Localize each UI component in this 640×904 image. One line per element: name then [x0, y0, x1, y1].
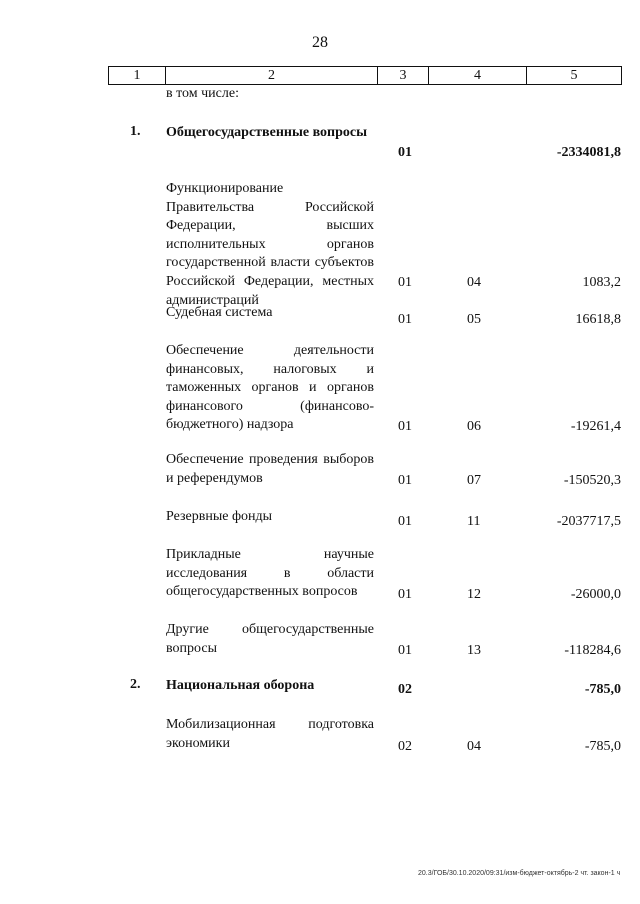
row-name: Другие общегосударственные вопросы — [166, 622, 374, 656]
amount-value: 16618,8 — [575, 312, 621, 327]
column-header-row — [108, 66, 622, 85]
table-row — [0, 716, 640, 755]
row-name: Общегосударственные вопросы — [166, 125, 368, 140]
subsection-code: 12 — [467, 587, 481, 602]
table-row — [0, 342, 640, 435]
row-name: Мобилизационная подготовка экономики — [166, 717, 374, 751]
row-name: Судебная система — [166, 305, 273, 320]
subsection-code: 06 — [467, 419, 481, 434]
amount-value: -2334081,8 — [556, 145, 621, 160]
row-name: Национальная оборона — [166, 678, 315, 693]
section-code: 01 — [398, 145, 412, 160]
row-name: Резервные фонды — [166, 509, 273, 524]
table-row — [0, 621, 640, 659]
table-row — [0, 124, 640, 161]
column-header-3: 3 — [378, 67, 429, 84]
row-number: 2. — [130, 677, 141, 692]
table-row — [0, 508, 640, 530]
page-number: 28 — [312, 34, 328, 51]
amount-value: -785,0 — [584, 739, 621, 754]
row-name: Прикладные научные исследования в области общегосударственных вопросов — [166, 547, 374, 600]
column-header-2: 2 — [166, 67, 378, 84]
amount-value: -2037717,5 — [556, 514, 621, 529]
column-header-4: 4 — [429, 67, 527, 84]
amount-value: -19261,4 — [570, 419, 621, 434]
section-code: 02 — [398, 739, 412, 754]
amount-value: -26000,0 — [570, 587, 621, 602]
section-code: 01 — [398, 419, 412, 434]
amount-value: -118284,6 — [564, 643, 621, 658]
section-code: 01 — [398, 473, 412, 488]
footer-text: 20.3/ГОБ/30.10.2020/09:31/изм-бюджет-октябрь-2 чт. закон-1 ч — [418, 870, 621, 877]
column-header-1: 1 — [109, 67, 166, 84]
subsection-code: 13 — [467, 643, 481, 658]
column-header-5: 5 — [570, 68, 578, 83]
table-row — [0, 546, 640, 603]
section-code: 01 — [398, 275, 412, 290]
table-row — [0, 304, 640, 328]
subsection-code: 05 — [467, 312, 481, 327]
amount-value: 1083,2 — [582, 275, 621, 290]
row-name: Функционирование Правительства Российской Федерации, высших исполнительных органов государственной власти субъектов Российской Федерации, местных администраций — [166, 181, 374, 308]
subsection-code: 04 — [467, 275, 481, 290]
table-row — [0, 180, 640, 308]
section-code: 01 — [398, 643, 412, 658]
row-name: Обеспечение проведения выборов и референдумов — [166, 452, 374, 486]
subsection-code: 11 — [467, 514, 481, 529]
amount-value: -150520,3 — [563, 473, 621, 488]
table-row — [0, 677, 640, 698]
row-name: Обеспечение деятельности финансовых, налоговых и таможенных органов и органов финансового (финансово-бюджетного) надзора — [166, 343, 374, 433]
section-code: 01 — [398, 312, 412, 327]
section-code: 01 — [398, 514, 412, 529]
section-code: 01 — [398, 587, 412, 602]
section-code: 02 — [398, 682, 412, 697]
amount-value: -785,0 — [584, 682, 621, 697]
intro-text: в том числе: — [166, 86, 239, 101]
subsection-code: 07 — [467, 473, 481, 488]
row-number: 1. — [130, 124, 141, 139]
table-row — [0, 451, 640, 489]
subsection-code: 04 — [467, 739, 481, 754]
